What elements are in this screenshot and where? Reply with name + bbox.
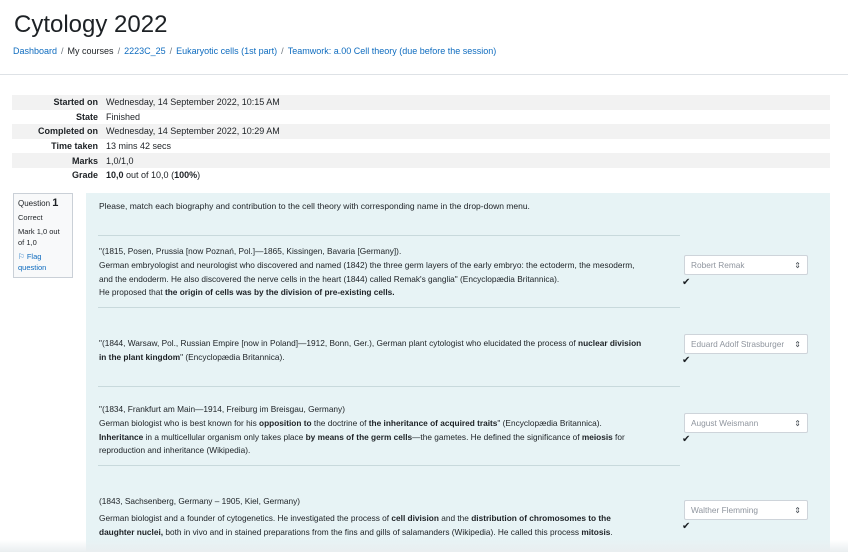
breadcrumb-course[interactable]: 2223C_25 [124, 46, 166, 56]
page-title: Cytology 2022 [14, 11, 168, 38]
answer-select-1[interactable]: Robert Remak ⇕ [684, 255, 808, 275]
flag-icon: ⚐ [18, 252, 25, 261]
flag-question-link[interactable]: ⚐ Flag question [18, 252, 47, 272]
summary-value: Wednesday, 14 September 2022, 10:15 AM [106, 97, 280, 108]
summary-row [12, 110, 830, 125]
summary-label: Marks [71, 155, 98, 166]
divider [98, 465, 680, 466]
correct-check-icon: ✔ [682, 434, 691, 445]
divider [98, 235, 680, 236]
summary-label: State [75, 111, 98, 122]
breadcrumb-my-courses: My courses [67, 46, 114, 56]
match-item-4: (1843, Sachsenberg, Germany – 1905, Kiel, Germany) German biologist and a founder of cytogenetics. He investigated the process of cell division and the distribution of chromosomes to the daughter nuclei, both in vivo and in stained preparations from the fins and gills of salamanders (Wikipedia). He called this process mitosis. [99, 496, 613, 537]
question-status: Correct [18, 213, 43, 222]
question-info-box [13, 193, 73, 278]
divider [98, 386, 680, 387]
divider [98, 307, 680, 308]
match-item-1: "(1815, Posen, Prussia [now Poznań, Pol.]—1865, Kissingen, Bavaria [Germany]). German embryologist and neurologist who discovered and named (1842) the three germ layers of the early embryo: the ectoderm, the mesoderm, and the endoderm. He also discovered the nerve cells in the heart (1844) called Remak's ganglia" (Encyclopædia Britannica). He proposed that the origin of cells was by the division of pre-existing cells. [99, 246, 635, 298]
summary-value: Finished [106, 111, 141, 122]
summary-row [12, 95, 830, 110]
answer-select-4[interactable]: Walther Flemming ⇕ [684, 500, 808, 520]
summary-value: 1,0/1,0 [106, 155, 134, 166]
breadcrumb-section[interactable]: Eukaryotic cells (1st part) [176, 46, 278, 56]
answer-select-3[interactable]: August Weismann ⇕ [684, 413, 808, 433]
match-item-2: "(1844, Warsaw, Pol., Russian Empire [now in Poland]—1912, Bonn, Ger.), German plant cytologist who elucidated the process of nuclear division in the plant kingdom" (Encyclopædia Britannica). [99, 338, 642, 362]
correct-check-icon: ✔ [682, 355, 691, 366]
summary-row [12, 139, 830, 154]
chevron-updown-icon: ⇕ [794, 261, 801, 270]
question-number: Question 1 [18, 197, 59, 209]
summary-row [12, 124, 830, 139]
attempt-summary-table [12, 95, 830, 183]
correct-check-icon: ✔ [682, 521, 691, 532]
summary-row [12, 153, 830, 168]
summary-row [12, 168, 830, 183]
question-prompt: Please, match each biography and contribution to the cell theory with corresponding name in the drop-down menu. [99, 201, 530, 211]
summary-value: 13 mins 42 secs [106, 141, 172, 152]
question-mark: Mark 1,0 out of 1,0 [18, 227, 60, 247]
summary-value: Wednesday, 14 September 2022, 10:29 AM [106, 126, 280, 137]
chevron-updown-icon: ⇕ [794, 340, 801, 349]
breadcrumb-activity[interactable]: Teamwork: a.00 Cell theory (due before the session) [287, 46, 497, 56]
match-item-3: "(1834, Frankfurt am Main—1914, Freiburg im Breisgau, Germany) German biologist who is best known for his opposition to the doctrine of the inheritance of acquired traits" (Encyclopædia Britannica). Inheritance in a multicellular organism only takes place by means of the germ cells—the gametes. He defined the significance of meiosis for reproduction and inheritance (Wikipedia). [99, 404, 625, 456]
summary-label: Started on [53, 97, 98, 108]
breadcrumb: Dashboard / My courses / 2223C_25 / Eukaryotic cells (1st part) / Teamwork: a.00 Cell theory (due before the session) [13, 46, 497, 56]
summary-label: Grade [71, 170, 98, 181]
chevron-updown-icon: ⇕ [794, 506, 801, 515]
page-header [0, 0, 848, 75]
bottom-fade [0, 540, 848, 552]
summary-value: 10,0 out of 10,0 (100%) [106, 170, 201, 181]
question-content [86, 193, 830, 552]
breadcrumb-dashboard[interactable]: Dashboard [13, 46, 58, 56]
summary-label: Time taken [51, 141, 98, 152]
chevron-updown-icon: ⇕ [794, 419, 801, 428]
correct-check-icon: ✔ [682, 277, 691, 288]
answer-select-2[interactable]: Eduard Adolf Strasburger ⇕ [684, 334, 808, 354]
summary-label: Completed on [38, 126, 98, 137]
